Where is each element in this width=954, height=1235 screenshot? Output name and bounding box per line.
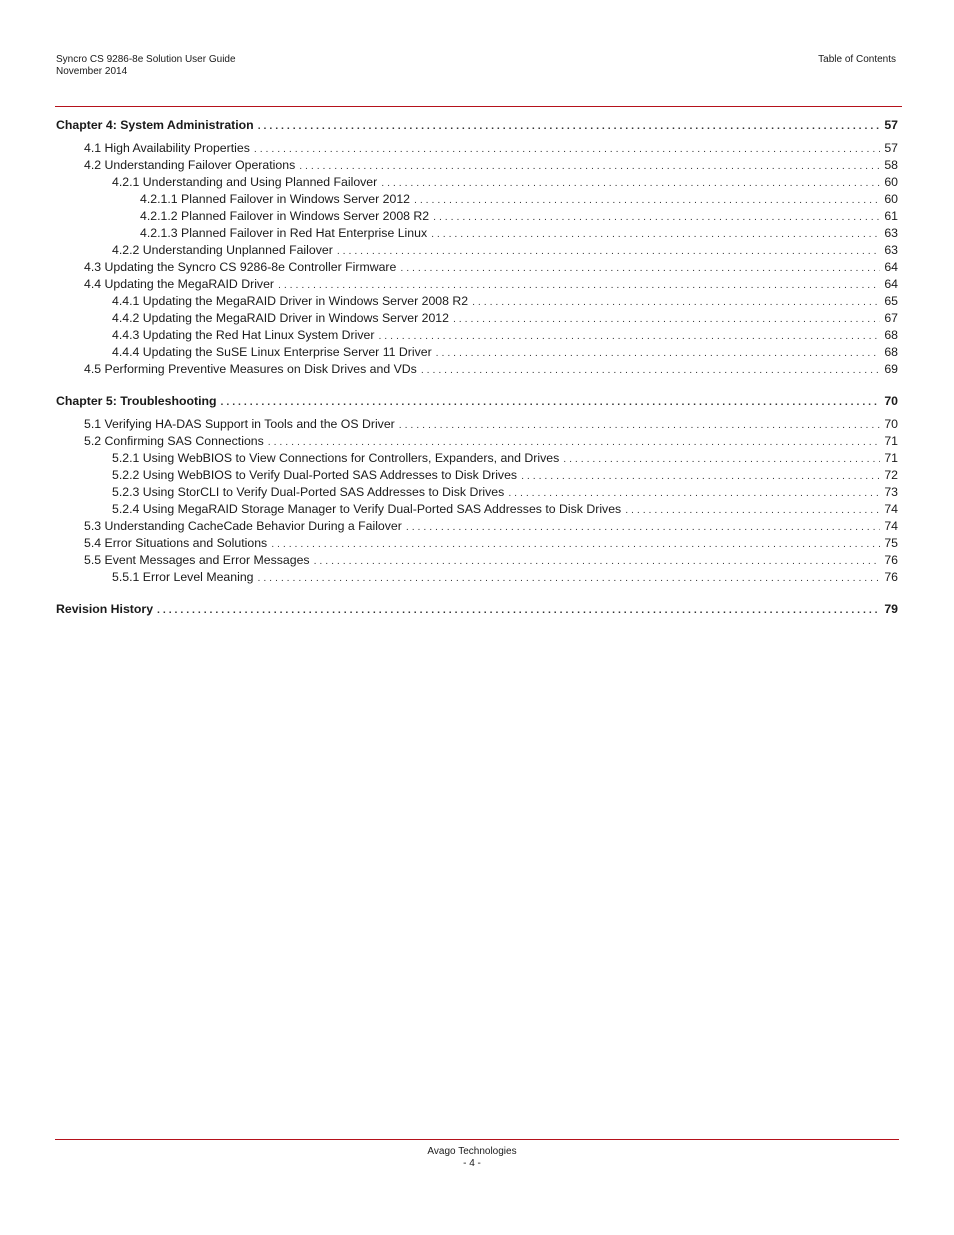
toc-entry[interactable] [56, 242, 898, 259]
footer-company: Avago Technologies [427, 1146, 517, 1157]
toc-entry[interactable] [56, 225, 898, 242]
dot-leader [508, 485, 880, 502]
document-date: November 2014 [56, 66, 128, 77]
toc-entry-label: 5.3 Understanding CacheCade Behavior During a Failover [84, 519, 402, 533]
toc-entry-label: 4.2.2 Understanding Unplanned Failover [112, 243, 333, 257]
dot-leader [521, 468, 880, 485]
toc-entry[interactable] [56, 140, 898, 157]
dot-leader [378, 328, 880, 345]
section-title: Table of Contents [818, 54, 896, 65]
toc-entry-label: 4.4.1 Updating the MegaRAID Driver in Windows Server 2008 R2 [112, 294, 469, 308]
toc-entry[interactable] [56, 484, 898, 501]
dot-leader [406, 519, 880, 536]
footer-divider [55, 1139, 899, 1140]
toc-entry-label: 4.4.4 Updating the SuSE Linux Enterprise Server 11 Driver [112, 345, 432, 359]
toc-entry-label: 4.2.1.3 Planned Failover in Red Hat Enterprise Linux [140, 226, 428, 240]
toc-entry-label: 4.2.1.1 Planned Failover in Windows Server 2012 [140, 192, 410, 206]
toc-page-number: 70 [884, 394, 898, 408]
toc-entry-label: Chapter 4: System Administration [56, 118, 254, 132]
toc-chapter-entry[interactable] [56, 600, 898, 618]
toc-entry-label: 5.2.3 Using StorCLI to Verify Dual-Ported SAS Addresses to Disk Drives [112, 485, 505, 499]
toc-page-number: 63 [884, 243, 898, 257]
toc-entry-label: 4.2 Understanding Failover Operations [84, 158, 296, 172]
toc-page-number: 60 [884, 192, 898, 206]
toc-entry[interactable] [56, 157, 898, 174]
toc-entry-label: 4.2.1 Understanding and Using Planned Failover [112, 175, 378, 189]
toc-entry[interactable] [56, 344, 898, 361]
document-title: Syncro CS 9286-8e Solution User Guide [56, 54, 236, 65]
toc-entry-label: 4.1 High Availability Properties [84, 141, 250, 155]
toc-page-number: 74 [884, 519, 898, 533]
section-spacer [56, 378, 898, 392]
toc-entry[interactable] [56, 416, 898, 433]
toc-page-number: 64 [884, 260, 898, 274]
dot-leader [563, 451, 880, 468]
table-of-contents [56, 116, 898, 618]
toc-page-number: 61 [884, 209, 898, 223]
toc-page-number: 76 [884, 553, 898, 567]
header-divider [55, 106, 902, 107]
toc-page-number: 57 [884, 141, 898, 155]
toc-entry-label: 4.5 Performing Preventive Measures on Disk Drives and VDs [84, 362, 417, 376]
dot-leader [258, 117, 881, 135]
toc-page-number: 63 [884, 226, 898, 240]
toc-entry[interactable] [56, 310, 898, 327]
toc-page-number: 70 [884, 417, 898, 431]
section-spacer [56, 586, 898, 600]
toc-page-number: 75 [884, 536, 898, 550]
toc-entry-label: 4.4.3 Updating the Red Hat Linux System Driver [112, 328, 375, 342]
dot-leader [381, 175, 880, 192]
toc-chapter-entry[interactable] [56, 116, 898, 134]
toc-entry[interactable] [56, 208, 898, 225]
toc-entry-label: 5.2 Confirming SAS Connections [84, 434, 264, 448]
toc-chapter-entry[interactable] [56, 392, 898, 410]
dot-leader [337, 243, 881, 260]
toc-page-number: 72 [884, 468, 898, 482]
toc-page-number: 71 [884, 451, 898, 465]
toc-entry[interactable] [56, 361, 898, 378]
toc-entry[interactable] [56, 569, 898, 586]
toc-page-number: 68 [884, 345, 898, 359]
dot-leader [436, 345, 881, 362]
toc-entry[interactable] [56, 450, 898, 467]
dot-leader [258, 570, 881, 587]
dot-leader [157, 601, 880, 619]
toc-entry[interactable] [56, 293, 898, 310]
toc-entry-label: 5.2.4 Using MegaRAID Storage Manager to Verify Dual-Ported SAS Addresses to Disk Drives [112, 502, 622, 516]
page-footer [0, 1146, 944, 1170]
dot-leader [414, 192, 880, 209]
dot-leader [271, 536, 880, 553]
dot-leader [453, 311, 880, 328]
dot-leader [472, 294, 880, 311]
toc-page-number: 76 [884, 570, 898, 584]
toc-entry-label: 5.2.2 Using WebBIOS to Verify Dual-Ported SAS Addresses to Disk Drives [112, 468, 518, 482]
toc-entry[interactable] [56, 259, 898, 276]
dot-leader [314, 553, 881, 570]
toc-entry[interactable] [56, 174, 898, 191]
dot-leader [421, 362, 880, 379]
toc-entry[interactable] [56, 518, 898, 535]
dot-leader [625, 502, 880, 519]
dot-leader [433, 209, 880, 226]
toc-entry-label: 5.1 Verifying HA-DAS Support in Tools and the OS Driver [84, 417, 395, 431]
toc-page-number: 64 [884, 277, 898, 291]
footer-page-number: - 4 - [463, 1158, 481, 1169]
toc-page-number: 71 [884, 434, 898, 448]
dot-leader [278, 277, 880, 294]
toc-entry-label: 4.4.2 Updating the MegaRAID Driver in Windows Server 2012 [112, 311, 449, 325]
toc-entry-label: 4.3 Updating the Syncro CS 9286-8e Controller Firmware [84, 260, 397, 274]
dot-leader [399, 417, 881, 434]
toc-page-number: 65 [884, 294, 898, 308]
toc-entry[interactable] [56, 552, 898, 569]
toc-page-number: 60 [884, 175, 898, 189]
dot-leader [254, 141, 880, 158]
toc-page-number: 73 [884, 485, 898, 499]
toc-entry[interactable] [56, 467, 898, 484]
toc-entry[interactable] [56, 276, 898, 293]
dot-leader [221, 393, 881, 411]
toc-entry-label: 5.5 Event Messages and Error Messages [84, 553, 310, 567]
toc-entry-label: 5.2.1 Using WebBIOS to View Connections for Controllers, Expanders, and Drives [112, 451, 560, 465]
toc-page-number: 68 [884, 328, 898, 342]
toc-entry-label: Chapter 5: Troubleshooting [56, 394, 217, 408]
document-header [56, 54, 236, 78]
toc-entry[interactable] [56, 327, 898, 344]
toc-entry[interactable] [56, 501, 898, 518]
toc-page-number: 67 [884, 311, 898, 325]
dot-leader [431, 226, 880, 243]
toc-entry[interactable] [56, 535, 898, 552]
toc-page-number: 69 [884, 362, 898, 376]
toc-entry-label: 5.4 Error Situations and Solutions [84, 536, 268, 550]
toc-entry-label: 4.4 Updating the MegaRAID Driver [84, 277, 275, 291]
dot-leader [299, 158, 880, 175]
toc-entry-label: 5.5.1 Error Level Meaning [112, 570, 254, 584]
dot-leader [400, 260, 880, 277]
toc-page-number: 79 [884, 602, 898, 616]
toc-page-number: 57 [884, 118, 898, 132]
toc-entry[interactable] [56, 433, 898, 450]
toc-entry-label: 4.2.1.2 Planned Failover in Windows Server 2008 R2 [140, 209, 430, 223]
dot-leader [268, 434, 881, 451]
toc-page-number: 74 [884, 502, 898, 516]
toc-entry-label: Revision History [56, 602, 154, 616]
toc-entry[interactable] [56, 191, 898, 208]
toc-page-number: 58 [884, 158, 898, 172]
